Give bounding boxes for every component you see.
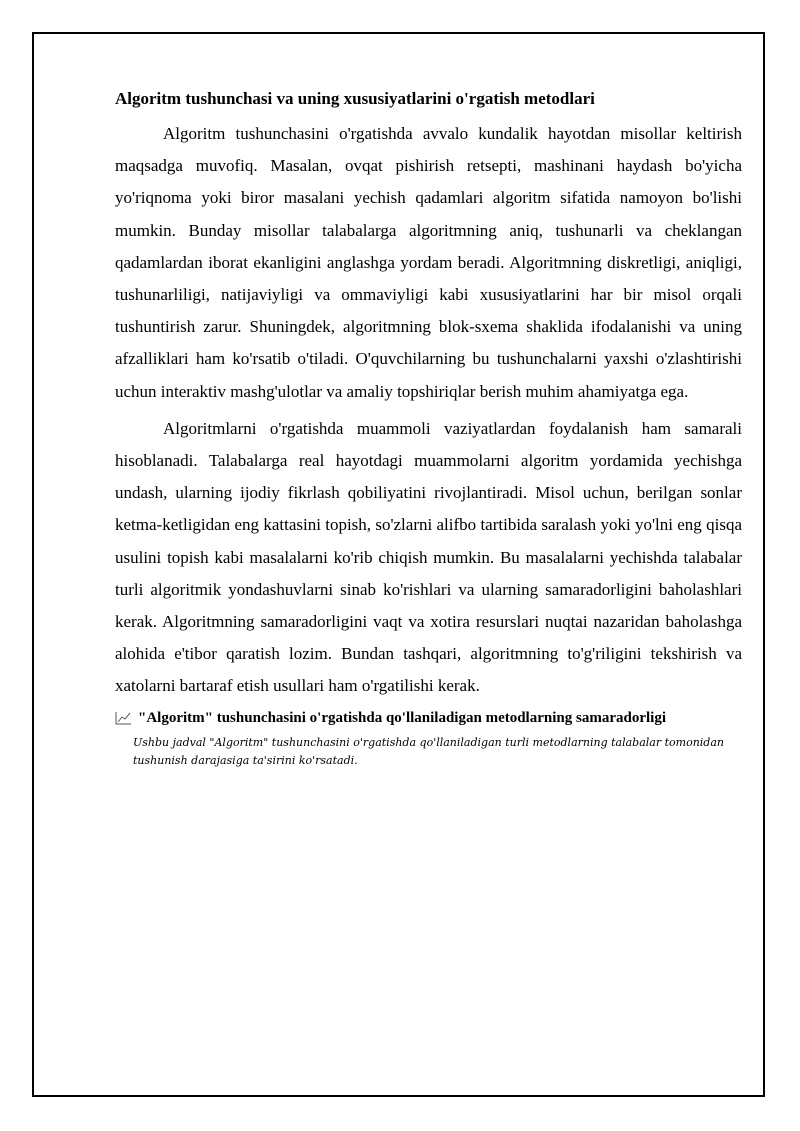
paragraph-2: Algoritmlarni o'rgatishda muammoli vaziyatlardan foydalanish ham samarali hisoblanadi. Talabalarga real hayotdagi muammolarni algoritm yordamida yechishga undash, ularning ijodiy fikrlash qobiliyatini rivojlantiradi. Misol uchun, berilgan sonlar ketma-ketligidan eng kattasini topish, so'zlarni alifbo tartibida saralash yoki yo'lni eng qisqa usulini topish kabi masalalarni ko'rib chiqish mumkin. Bu masalalarni yechishda talabalar turli algoritmik yondashuvlarni sinab ko'rishlari va ularning samaradorligini baholashlari kerak. Algoritmning samaradorligini vaqt va xotira resurslari nuqtai nazaridan baholashga alohida e'tibor qaratish lozim. Bundan tashqari, algoritmning to'g'riligini tekshirish va xatolarni bartaraf etish usullari ham o'rgatilishi kerak. <box>115 418 742 696</box>
table-note: Ushbu jadval "Algoritm" tushunchasini o'rgatishda qo'llaniladigan turli metodlarning talabalar tomonidan tushunish darajasiga ta'sirini ko'rsatadi. <box>133 735 724 767</box>
table-caption-text: "Algoritm" tushunchasini o'rgatishda qo'llaniladigan metodlarning samaradorligi <box>138 709 666 726</box>
document-body <box>115 86 742 770</box>
document-title: Algoritm tushunchasi va uning xususiyatlarini o'rgatish metodlari <box>115 89 595 108</box>
chart-line-icon <box>115 711 132 725</box>
table-caption <box>115 708 742 728</box>
paragraph-1: Algoritm tushunchasini o'rgatishda avvalo kundalik hayotdan misollar keltirish maqsadga muvofiq. Masalan, ovqat pishirish retsepti, mashinani haydash bo'yicha yo'riqnoma yoki biror masalani yechish qadamlari algoritm sifatida namoyon bo'lishi mumkin. Bunday misollar talabalarga algoritmning aniq, tushunarli va cheklangan qadamlardan iborat ekanligini anglashga yordam beradi. Algoritmning diskretligi, aniqligi, tushunarliligi, natijaviyligi va ommaviyligi kabi xususiyatlarini har bir misol orqali tushuntirish zarur. Shuningdek, algoritmning blok-sxema shaklida ifodalanishi va uning afzalliklari ham ko'rsatib o'tiladi. O'quvchilarning bu tushunchalarni yaxshi o'zlashtirishi uchun interaktiv mashg'ulotlar va amaliy topshiriqlar berish muhim ahamiyatga ega. <box>115 124 742 401</box>
